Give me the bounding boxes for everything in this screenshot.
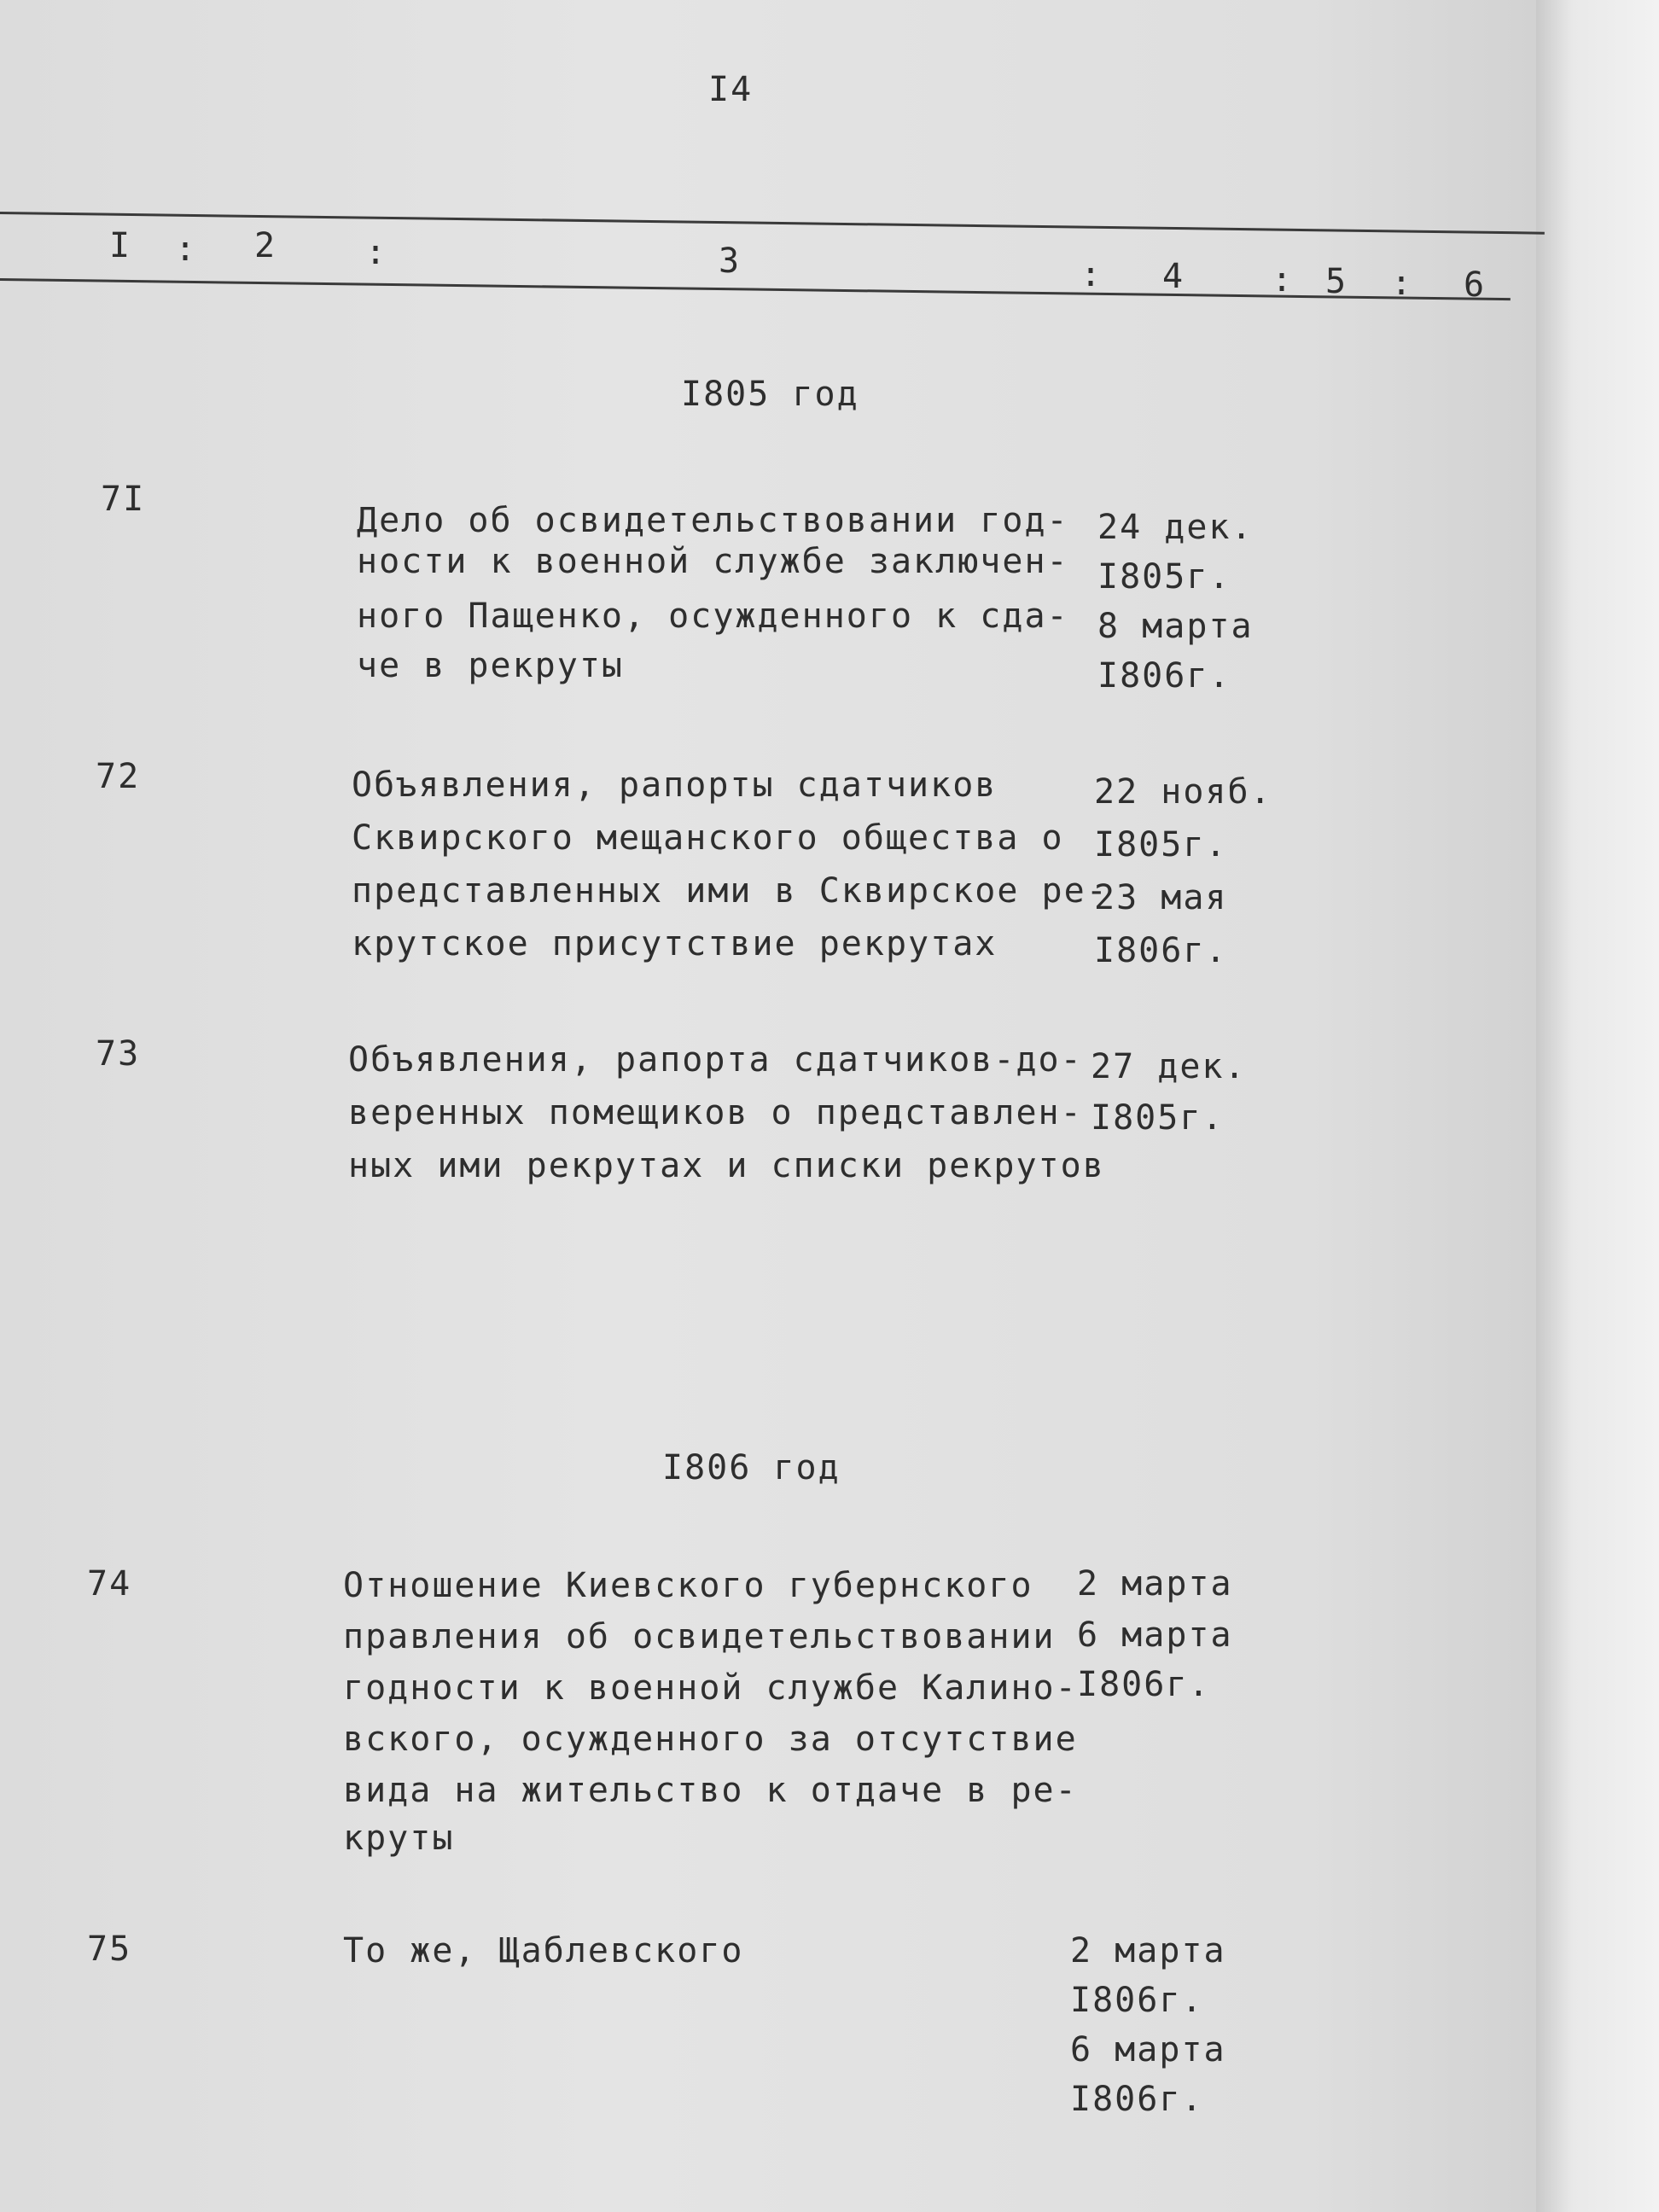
entry-date: I806г.	[1070, 1981, 1204, 2020]
entry-date: 2 марта	[1070, 1931, 1226, 1970]
entry-date: I805г.	[1094, 825, 1228, 864]
entry-description-line: ности к военной службе заключен-	[357, 542, 1069, 581]
entry-number: 75	[87, 1930, 132, 1969]
entry-description-line: То же, Щаблевского	[343, 1931, 744, 1970]
column-separator: :	[1080, 255, 1103, 294]
entry-date: 23 мая	[1094, 878, 1228, 917]
entry-date: I806г.	[1094, 931, 1228, 970]
entry-description-line: Дело об освидетельствовании год-	[357, 501, 1069, 540]
column-header-1: I	[109, 226, 132, 265]
entry-description-line: годности к военной службе Калино-	[343, 1668, 1078, 1708]
entry-number: 72	[96, 757, 141, 796]
entry-description-line: вида на жительство к отдаче в ре-	[343, 1771, 1078, 1810]
entry-date: I806г.	[1077, 1665, 1211, 1704]
entry-description-line: Сквирского мещанского общества о	[352, 818, 1064, 858]
entry-date: I805г.	[1097, 557, 1231, 597]
entry-description-line: вского, осужденного за отсутствие	[343, 1720, 1078, 1759]
entry-date: I806г.	[1070, 2080, 1204, 2119]
entry-description-line: ного Пащенко, осужденного к сда-	[357, 597, 1069, 636]
entry-date: 22 нояб.	[1094, 772, 1272, 812]
entry-number: 7I	[101, 480, 146, 519]
entry-number: 74	[87, 1564, 132, 1604]
entry-date: 24 дек.	[1097, 508, 1254, 547]
entry-description-line: Объявления, рапорты сдатчиков	[352, 765, 998, 805]
column-header-5: 5	[1325, 262, 1348, 301]
column-header-2: 2	[254, 226, 277, 265]
section-year-heading: I806 год	[662, 1448, 841, 1487]
entry-description-line: Отношение Киевского губернского	[343, 1566, 1033, 1605]
entry-date: 6 марта	[1077, 1615, 1233, 1655]
entry-date: I805г.	[1091, 1098, 1225, 1138]
entry-date: 27 дек.	[1091, 1047, 1247, 1086]
entry-description-line: че в рекруты	[357, 646, 624, 685]
entry-date: 8 марта	[1097, 607, 1254, 646]
section-year-heading: I805 год	[681, 375, 859, 414]
entry-description-line: ных ими рекрутах и списки рекрутов	[348, 1146, 1105, 1185]
entry-date: I806г.	[1097, 656, 1231, 696]
entry-description-line: представленных ими в Сквирское ре-	[352, 871, 1109, 911]
column-header-4: 4	[1162, 257, 1185, 296]
column-header-3: 3	[719, 242, 742, 281]
entry-description-line: крутское присутствие рекрутах	[352, 924, 998, 963]
column-separator: :	[365, 233, 388, 272]
entry-number: 73	[96, 1034, 141, 1074]
entry-description-line: правления об освидетельствовании	[343, 1617, 1056, 1656]
page-edge	[1536, 0, 1659, 2212]
column-separator: :	[1272, 260, 1295, 300]
page-number: I4	[708, 70, 754, 109]
entry-date: 6 марта	[1070, 2030, 1226, 2069]
entry-description-line: веренных помещиков о представлен-	[348, 1093, 1083, 1132]
entry-description-line: Объявления, рапорта сдатчиков-до-	[348, 1040, 1083, 1080]
column-header-6: 6	[1464, 265, 1487, 305]
column-separator: :	[175, 230, 198, 269]
entry-description-line: круты	[343, 1819, 455, 1858]
column-separator: :	[1391, 264, 1414, 303]
entry-date: 2 марта	[1077, 1564, 1233, 1604]
